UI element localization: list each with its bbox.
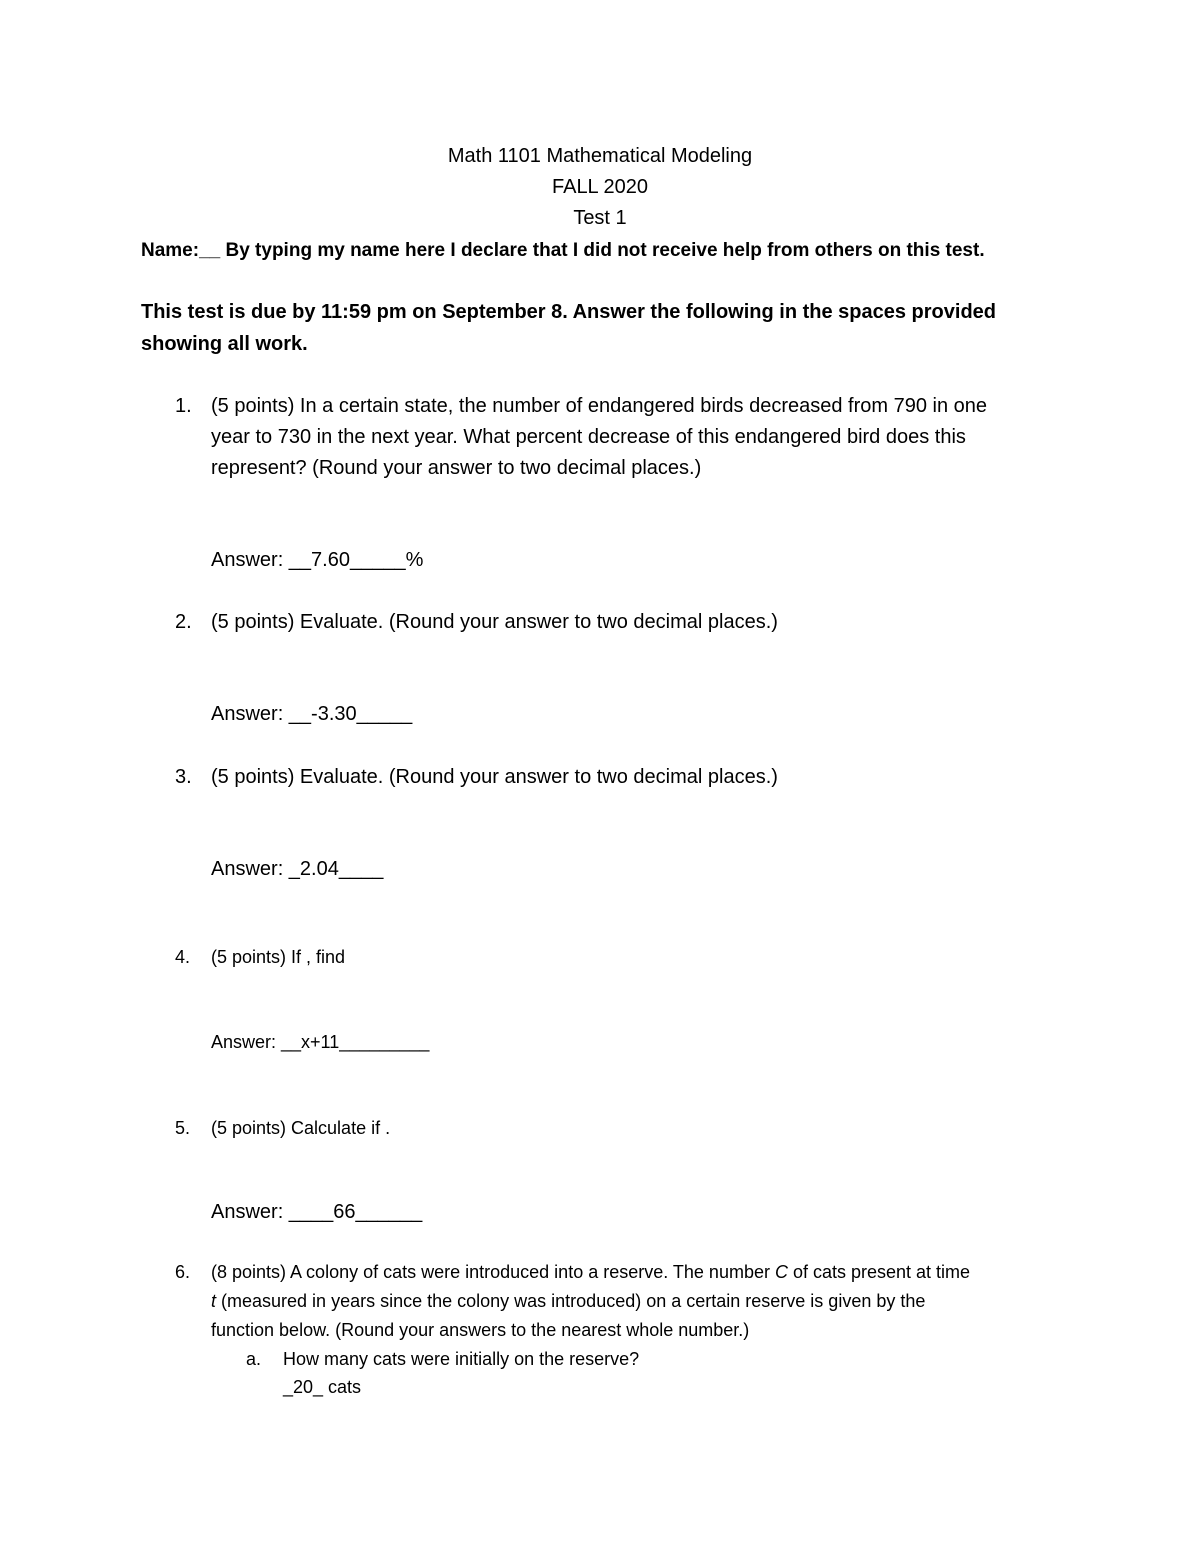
question-text: (5 points) Evaluate. (Round your answer to two decimal places.) <box>211 611 778 633</box>
answer-text: Answer: __-3.30_____ <box>211 703 413 725</box>
question-number: 5. <box>175 1118 191 1138</box>
question-number: 1. <box>175 395 192 417</box>
question-text: (5 points) Evaluate. (Round your answer to two decimal places.) <box>211 766 778 788</box>
course-title: Math 1101 Mathematical Modeling <box>447 145 753 167</box>
answer-text: Answer: _2.04____ <box>211 858 384 880</box>
question-text-part: of cats present at time <box>787 1262 971 1282</box>
variable-c: C <box>774 1262 788 1282</box>
name-declaration: Name:__ By typing my name here I declare that I did not receive help from others on this test. <box>141 240 985 261</box>
question-number: 6. <box>175 1262 191 1282</box>
instructions-line-1: This test is due by 11:59 pm on September 8. Answer the following in the spaces provided <box>141 301 997 323</box>
variable-t: t <box>211 1291 217 1311</box>
question-number: 2. <box>175 611 192 633</box>
question-text <box>211 1289 925 1313</box>
sub-question-text: How many cats were initially on the reserve? <box>283 1349 640 1369</box>
question-text: year to 730 in the next year. What percent decrease of this endangered bird does this <box>211 426 966 448</box>
term-label: FALL 2020 <box>551 176 648 198</box>
answer-text: Answer: __7.60_____% <box>211 549 424 571</box>
question-text-part: (8 points) A colony of cats were introduced into a reserve. The number <box>211 1262 775 1282</box>
instructions-line-2: showing all work. <box>141 333 308 355</box>
question-text: (5 points) Calculate if . <box>211 1118 391 1138</box>
question-text: represent? (Round your answer to two decimal places.) <box>211 457 702 479</box>
answer-text: Answer: __x+11_________ <box>211 1032 430 1052</box>
question-text: function below. (Round your answers to the nearest whole number.) <box>211 1320 750 1340</box>
question-text: (5 points) If , find <box>211 947 346 967</box>
test-label: Test 1 <box>573 207 627 229</box>
answer-text: Answer: ____66______ <box>211 1201 423 1223</box>
question-number: 3. <box>175 766 192 788</box>
question-number: 4. <box>175 947 191 967</box>
question-text <box>211 1260 970 1284</box>
question-text-part: (measured in years since the colony was introduced) on a certain reserve is given by the <box>216 1291 926 1311</box>
question-text: (5 points) In a certain state, the number of endangered birds decreased from 790 in one <box>211 395 988 417</box>
sub-answer-text: _20_ cats <box>283 1377 362 1397</box>
sub-question-label: a. <box>246 1349 262 1369</box>
